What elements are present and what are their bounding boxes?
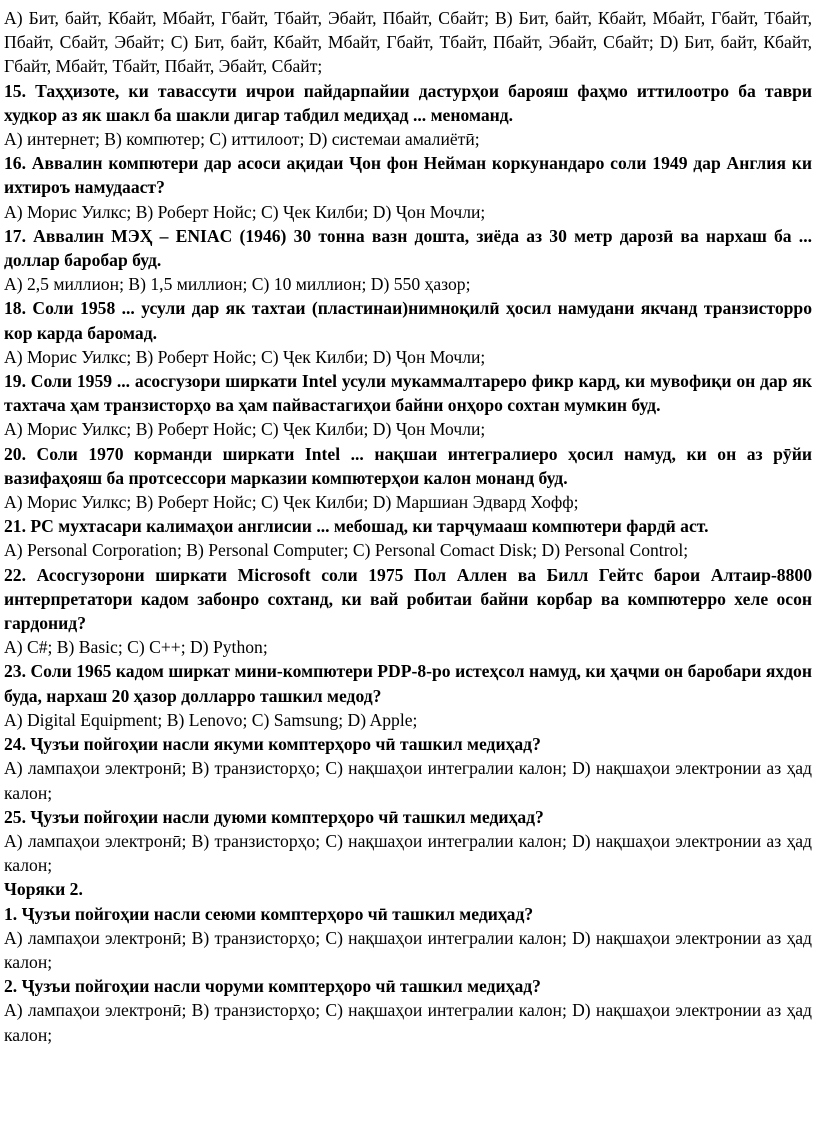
section-question-block-1 <box>4 902 812 975</box>
question-block-19 <box>4 369 812 442</box>
question-16: 16. Аввалин компютери дар асоси ақидаи Ҷон фон Нейман коркунандаро соли 1949 дар Англия ки ихтироъ намудааст? <box>4 153 812 198</box>
question-24: 24. Ҷузъи пойгоҳии насли якуми комптерҳоро чӣ ташкил медиҳад? <box>4 734 541 755</box>
question-block-20 <box>4 442 812 515</box>
question-18: 18. Соли 1958 ... усули дар як тахтаи (пластинаи)нимноқилӣ ҳосил намудани якчанд транзисторро кор карда баромад. <box>4 298 812 343</box>
section-heading: Чоряки 2. <box>4 879 83 900</box>
section-question-2: 2. Ҷузъи пойгоҳии насли чоруми комптерҳоро чӣ ташкил медиҳад? <box>4 976 541 997</box>
question-block-24 <box>4 732 812 805</box>
answers-22: A) C#; B) Basic; C) C++; D) Python; <box>4 637 268 658</box>
section-question-1: 1. Ҷузъи пойгоҳии насли сеюми комптерҳоро чӣ ташкил медиҳад? <box>4 903 534 924</box>
question-20: 20. Соли 1970 корманди ширкати Intel ... нақшаи интегралиеро ҳосил намуд, ки он аз рӯйи вазифаҳояш ба протсессори марказии компютерҳои калон монанд буд. <box>4 443 812 488</box>
answers-24: A) лампаҳои электронӣ; B) транзисторҳо; C) нақшаҳои интегралии калон; D) нақшаҳои электронии аз ҳад калон; <box>4 758 812 803</box>
question-23: 23. Соли 1965 кадом ширкат мини-компютери PDP-8-ро истеҳсол намуд, ки ҳаҷми он баробари яхдон буда, нархаш 20 ҳазор долларро ташкил медод? <box>4 661 812 706</box>
answers-16: A) Морис Уилкс; B) Роберт Нойс; C) Ҷек Килби; D) Ҷон Мочли; <box>4 201 486 222</box>
question-19: 19. Соли 1959 ... асосгузори ширкати Intel усули мукаммалтареро фикр кард, ки мувофиқи он дар як тахтача ҳам транзисторҳо ва ҳам пайвастагиҳои байни онҳоро сохтан мумкин буд. <box>4 371 812 416</box>
section-question-block-2 <box>4 974 812 1047</box>
answers-21: A) Personal Corporation; B) Personal Computer; C) Personal Comact Disk; D) Personal Control; <box>4 540 689 561</box>
top-answers: A) Бит, байт, Кбайт, Мбайт, Гбайт, Тбайт, Эбайт, Пбайт, Сбайт; B) Бит, байт, Кбайт, Мбайт, Гбайт, Тбайт, Пбайт, Сбайт, Эбайт; C) Бит, байт, Кбайт, Мбайт, Гбайт, Тбайт, Пбайт, Эбайт, Сбайт; D) Бит, байт, Кбайт, Гбайт, Мбайт, Тбайт, Пбайт, Эбайт, Сбайт; <box>4 8 812 77</box>
answers-17: A) 2,5 миллион; B) 1,5 миллион; C) 10 миллион; D) 550 ҳазор; <box>4 274 471 295</box>
question-block-18 <box>4 296 812 369</box>
question-25: 25. Ҷузъи пойгоҳии насли дуюми комптерҳоро чӣ ташкил медиҳад? <box>4 806 544 827</box>
question-22: 22. Асосгузорони ширкати Microsoft соли 1975 Пол Аллен ва Билл Гейтс барои Алтаир-8800 интерпретатори кадом забонро сохтанд, ки вай робитаи байни корбар ва компютерро хеле осон гардонид? <box>4 564 812 634</box>
section-answers-2: A) лампаҳои электронӣ; B) транзисторҳо; C) нақшаҳои интегралии калон; D) нақшаҳои электронии аз ҳад калон; <box>4 1000 812 1045</box>
answers-19: A) Морис Уилкс; B) Роберт Нойс; C) Ҷек Килби; D) Ҷон Мочли; <box>4 419 486 440</box>
question-21: 21. PC мухтасари калимаҳои англисии ... мебошад, ки тарҷумааш компютери фардӣ аст. <box>4 516 709 537</box>
answers-18: A) Морис Уилкс; B) Роберт Нойс; C) Ҷек Килби; D) Ҷон Мочли; <box>4 346 486 367</box>
question-block-22 <box>4 563 812 660</box>
question-block-25 <box>4 805 812 878</box>
question-block-16 <box>4 151 812 224</box>
question-block-15 <box>4 79 812 152</box>
question-17: 17. Аввалин МЭҲ – ENIAC (1946) 30 тонна вазн дошта, зиёда аз 30 метр дарозӣ ва нархаш ба ... доллар баробар буд. <box>4 225 812 271</box>
answers-25: A) лампаҳои электронӣ; B) транзисторҳо; C) нақшаҳои интегралии калон; D) нақшаҳои электронии аз ҳад калон; <box>4 830 812 876</box>
section-answers-1: A) лампаҳои электронӣ; B) транзисторҳо; C) нақшаҳои интегралии калон; D) нақшаҳои электронии аз ҳад калон; <box>4 927 812 972</box>
question-block-21 <box>4 514 812 562</box>
answers-23: A) Digital Equipment; B) Lenovo; C) Samsung; D) Apple; <box>4 709 418 730</box>
answers-15: A) интернет; B) компютер; C) иттилоот; D) системаи амалиётӣ; <box>4 129 480 150</box>
question-block-17 <box>4 224 812 297</box>
question-15: 15. Таҳҳизоте, ки тавассути ичрои пайдарпайии дастурҳои барояш фаҳмо иттилоотро ба таври худкор аз як шакл ба шакли дигар табдил медиҳад ... меноманд. <box>4 80 812 125</box>
answers-20: A) Морис Уилкс; B) Роберт Нойс; C) Ҷек Килби; D) Маршиан Эдвард Хофф; <box>4 492 579 513</box>
question-block-23 <box>4 659 812 732</box>
